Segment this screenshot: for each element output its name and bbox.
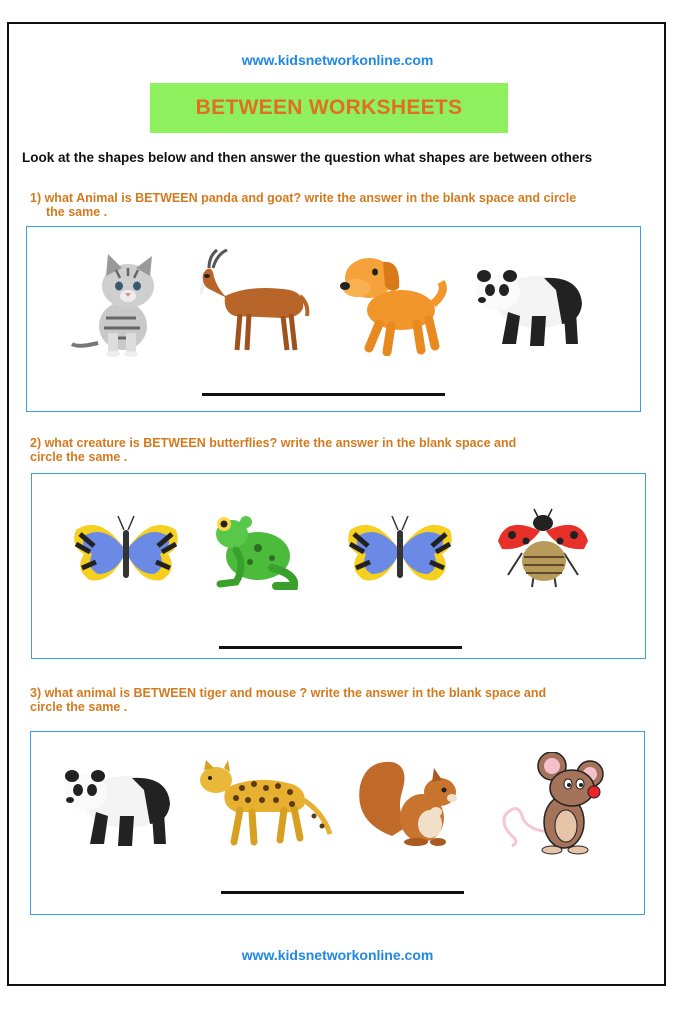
- answer-line-3[interactable]: [221, 891, 464, 894]
- kitten-picture[interactable]: [68, 248, 173, 358]
- mouse-picture[interactable]: [496, 752, 616, 856]
- question-3: [30, 686, 640, 714]
- ladybug-picture[interactable]: [492, 505, 592, 593]
- question-2-line1: 2) what creature is BETWEEN butterflies? write the answer in the blank space and: [30, 436, 517, 450]
- butterfly-picture[interactable]: [70, 510, 182, 590]
- answer-line-2[interactable]: [219, 646, 462, 649]
- question-3-line1: 3) what animal is BETWEEN tiger and mouse ? write the answer in the blank space and: [30, 686, 547, 700]
- squirrel-picture[interactable]: [352, 752, 472, 848]
- puppy-picture[interactable]: [335, 248, 450, 356]
- title-banner: [150, 83, 508, 133]
- question-1-line2: the same .: [46, 205, 108, 219]
- question-2: [30, 436, 640, 464]
- header-url[interactable]: www.kidsnetworkonline.com: [241, 52, 434, 68]
- footer-url[interactable]: www.kidsnetworkonline.com: [241, 947, 434, 963]
- question-1: [30, 191, 640, 219]
- goat-picture[interactable]: [195, 246, 315, 358]
- instructions: Look at the shapes below and then answer the question what shapes are between others: [22, 150, 593, 165]
- panda-picture[interactable]: [468, 260, 588, 350]
- butterfly-picture[interactable]: [344, 510, 456, 590]
- question-3-line2: circle the same .: [30, 700, 128, 714]
- worksheet-title: BETWEEN WORKSHEETS: [195, 96, 463, 119]
- answer-line-1[interactable]: [202, 393, 445, 396]
- panda-picture[interactable]: [56, 760, 176, 850]
- question-2-line2: circle the same .: [30, 450, 128, 464]
- leopard-picture[interactable]: [196, 758, 336, 846]
- question-1-line1: 1) what Animal is BETWEEN panda and goat? write the answer in the blank space and circle: [30, 191, 577, 205]
- frog-picture[interactable]: [206, 506, 306, 594]
